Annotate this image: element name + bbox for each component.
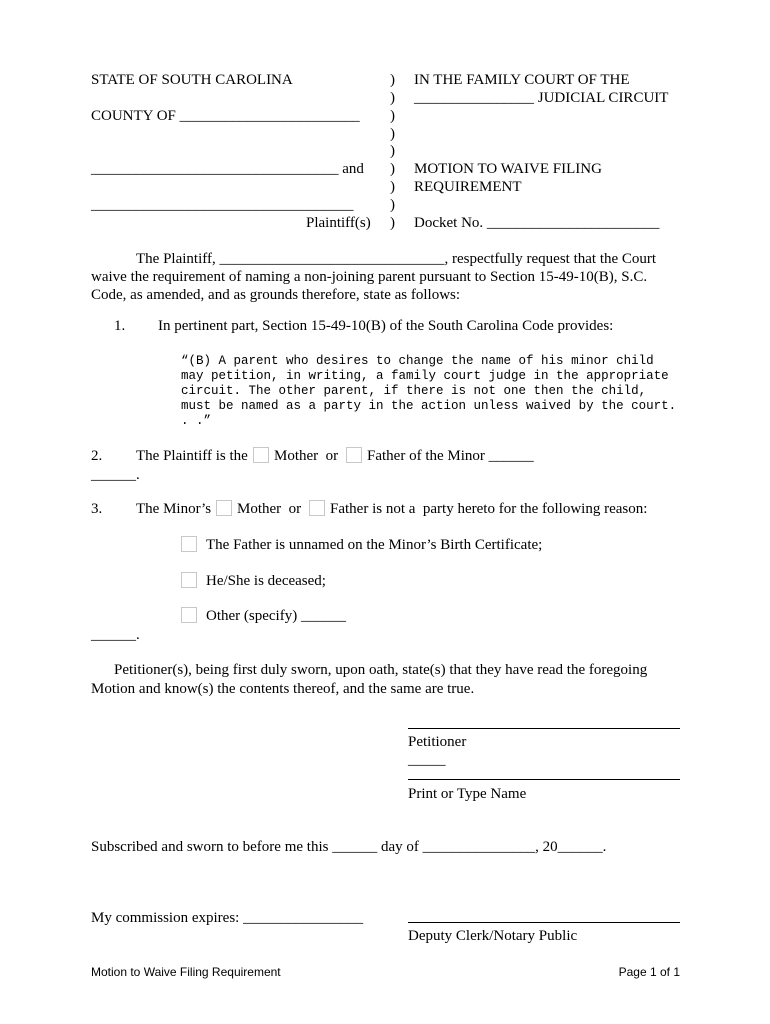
deputy-clerk-label: Deputy Clerk/Notary Public: [408, 928, 578, 944]
petitioner-signature-line[interactable]: [408, 728, 680, 729]
paren: ): [390, 215, 395, 231]
party-two-field[interactable]: ___________________________________: [91, 197, 354, 213]
item3-number: 3.: [91, 501, 103, 517]
item3-continuation[interactable]: ______.: [91, 627, 140, 643]
reason-unnamed-label: The Father is unnamed on the Minor’s Birth Certificate;: [206, 537, 543, 553]
reason-other-field[interactable]: Other (specify) ______: [206, 608, 346, 624]
footer-page-number: Page 1 of 1: [618, 965, 680, 979]
motion-title-line2: REQUIREMENT: [414, 179, 522, 195]
petitioner-label: Petitioner: [408, 734, 467, 750]
intro-line2: waive the requirement of naming a non-joining parent pursuant to Section 15-49-10(B), S.C.: [91, 269, 648, 285]
quote-line: “(B) A parent who desires to change the name of his minor child: [181, 354, 654, 368]
quote-line: must be named as a party in the action unless waived by the court.: [181, 399, 677, 413]
print-name-label: Print or Type Name: [408, 786, 527, 802]
item2-number: 2.: [91, 448, 103, 464]
minor-mother-label: Mother or: [237, 501, 302, 517]
item2-prefix: The Plaintiff is the: [136, 448, 248, 464]
minor-father-checkbox[interactable]: [309, 500, 325, 516]
print-name-line[interactable]: [408, 779, 680, 780]
petitioner-extra-blank[interactable]: _____: [408, 752, 446, 768]
quote-line: . .”: [181, 414, 212, 428]
paren: ): [390, 161, 395, 177]
intro-line1[interactable]: The Plaintiff, ______________________________, respectfully request that the Court: [136, 251, 657, 267]
paren: ): [390, 179, 395, 195]
plaintiffs-label: Plaintiff(s): [306, 215, 371, 231]
paren: ): [390, 72, 395, 88]
docket-number-field[interactable]: Docket No. _______________________: [414, 215, 660, 231]
commission-expires-field[interactable]: My commission expires: ________________: [91, 910, 364, 926]
paren: ): [390, 143, 395, 159]
quote-line: circuit. The other parent, if there is not one then the child,: [181, 384, 647, 398]
reason-unnamed-checkbox[interactable]: [181, 536, 197, 552]
paren: ): [390, 126, 395, 142]
judicial-circuit-field[interactable]: ________________ JUDICIAL CIRCUIT: [414, 90, 669, 106]
intro-line3: Code, as amended, and as grounds therefore, state as follows:: [91, 287, 461, 303]
reason-other-checkbox[interactable]: [181, 607, 197, 623]
plaintiff-father-label[interactable]: Father of the Minor ______: [367, 448, 534, 464]
notary-signature-line[interactable]: [408, 922, 680, 923]
minor-father-label: Father is not a party hereto for the following reason:: [330, 501, 648, 517]
paren: ): [390, 197, 395, 213]
reason-deceased-checkbox[interactable]: [181, 572, 197, 588]
item2-continuation[interactable]: ______.: [91, 467, 140, 483]
party-one-field[interactable]: _________________________________ and: [91, 161, 364, 177]
quote-line: may petition, in writing, a family court judge in the appropriate: [181, 369, 669, 383]
reason-deceased-label: He/She is deceased;: [206, 573, 326, 589]
footer-title: Motion to Waive Filing Requirement: [91, 965, 281, 979]
plaintiff-mother-label: Mother or: [274, 448, 339, 464]
plaintiff-father-checkbox[interactable]: [346, 447, 362, 463]
minor-mother-checkbox[interactable]: [216, 500, 232, 516]
paren: ): [390, 90, 395, 106]
court-name: IN THE FAMILY COURT OF THE: [414, 72, 630, 88]
oath-line1: Petitioner(s), being first duly sworn, upon oath, state(s) that they have read the foregoing: [114, 662, 648, 678]
oath-line2: Motion and know(s) the contents thereof, and the same are true.: [91, 681, 475, 697]
paren: ): [390, 108, 395, 124]
county-field[interactable]: COUNTY OF ________________________: [91, 108, 360, 124]
motion-title-line1: MOTION TO WAIVE FILING: [414, 161, 602, 177]
subscribed-sworn-line[interactable]: Subscribed and sworn to before me this ______ day of _______________, 20______.: [91, 839, 607, 855]
plaintiff-mother-checkbox[interactable]: [253, 447, 269, 463]
state-label: STATE OF SOUTH CAROLINA: [91, 72, 293, 88]
item1-number: 1.: [114, 318, 126, 334]
item1-text: In pertinent part, Section 15-49-10(B) of the South Carolina Code provides:: [158, 318, 614, 334]
item3-prefix: The Minor’s: [136, 501, 212, 517]
